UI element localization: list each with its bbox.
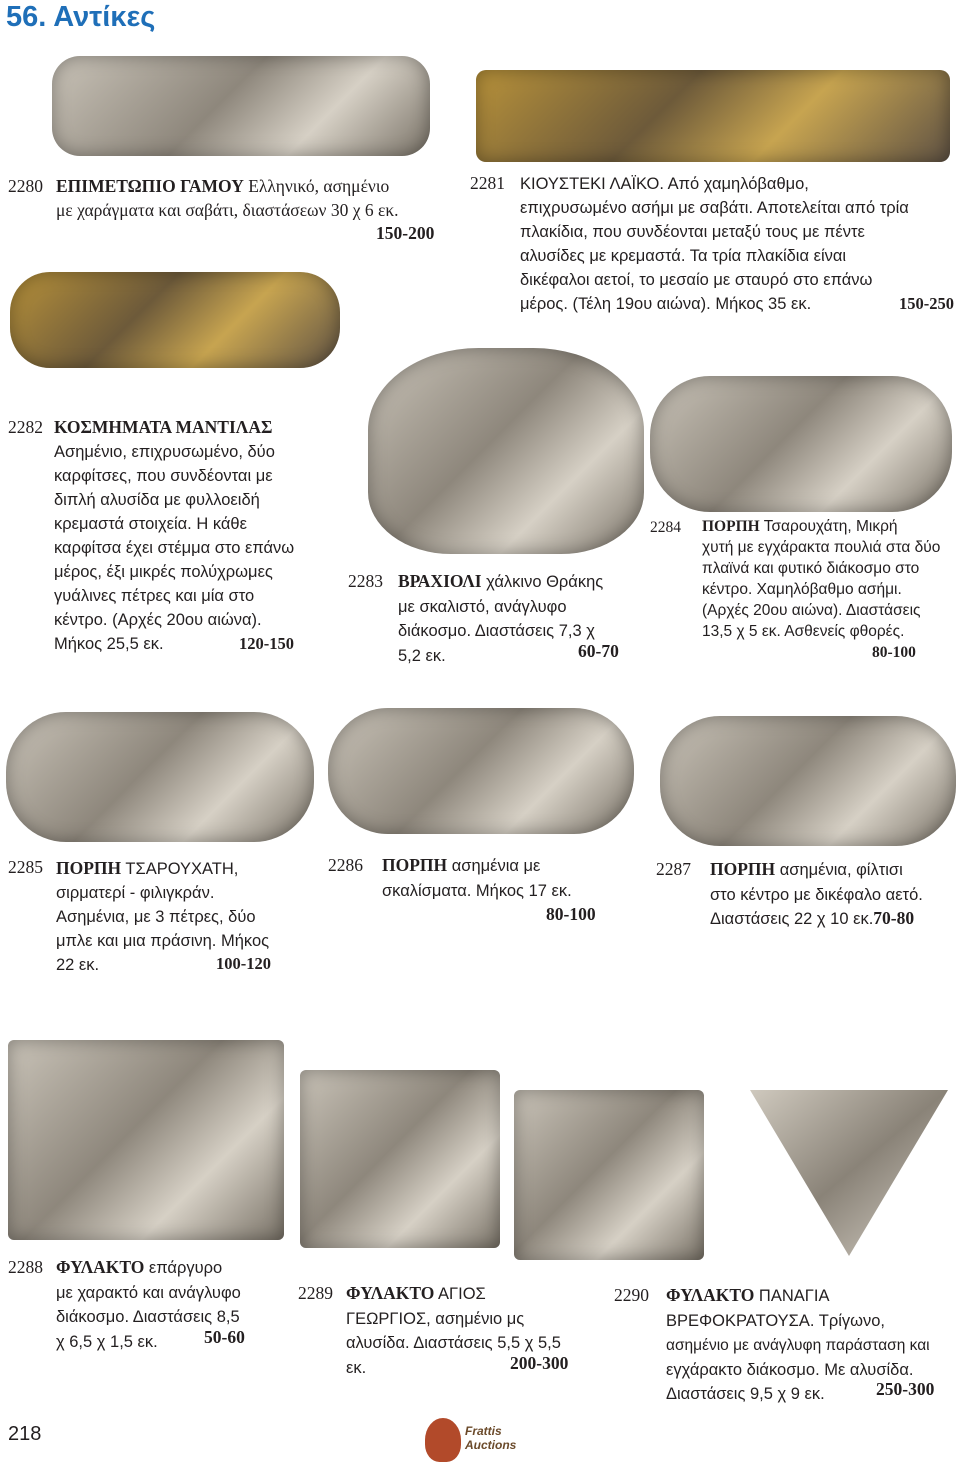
lot-text: επάργυρο [144,1259,223,1277]
lot-text: μέρος. (Τέλη 19ου αιώνα). Μήκος 35 εκ. [520,295,812,313]
lot-price: 150-250 [899,294,954,313]
lot-number: 2281 [470,173,505,193]
lot-title: ΕΠΙΜΕΤΩΠΙΟ ΓΑΜΟΥ [56,176,244,196]
lot-2289-right-photo [514,1090,704,1260]
lot-text: Ασημένια, με 3 πέτρες, δύο [56,908,256,926]
lot-text: σιρματερί - φιλιγκράν. [56,884,215,902]
lot-number: 2284 [650,519,681,536]
lot-text: μπλε και μια πράσινη. Μήκος [56,932,270,950]
lot-2290 [614,1284,958,1410]
lot-text: πλαϊνά και φυτικό διάκοσμο στο [702,560,920,577]
lot-text: ΚΙΟΥΣΤΕΚΙ ΛΑΪΚΟ. Από χαμηλόβαθμο, [520,175,809,193]
lot-2285 [8,856,328,980]
lot-text: με χαρακτό και ανάγλυφο [56,1283,241,1302]
lot-price: 100-120 [216,954,271,973]
lot-2283-photo [368,348,644,554]
lot-text: Ασημένιο, επιχρυσωμένο, δύο [54,442,275,461]
lot-2282-photo [10,272,340,368]
lot-text: εγχάρακτο διάκοσμο. Με αλυσίδα. [666,1360,914,1379]
lot-title: ΦΥΛΑΚΤΟ [346,1283,435,1303]
lot-text: (Αρχές 20ου αιώνα). Διαστάσεις [702,602,921,619]
lot-text: καρφίτσες, που συνδέονται με [54,466,273,485]
lot-2289-left-photo [300,1070,500,1248]
lot-text: Μήκος 25,5 εκ. [54,634,164,653]
lot-2281 [470,172,958,322]
page-number: 218 [8,1423,42,1445]
lot-text: καρφίτσα έχει στέμμα στο επάνω [54,538,295,557]
section-title: 56. Αντίκες [6,1,156,33]
lot-text: χυτή με εγχάρακτα πουλιά στα δύο [702,539,941,556]
lot-2281-photo [476,70,950,162]
lot-text: γυάλινες πέτρες και μία στο [54,586,255,605]
lot-2283 [348,570,648,670]
lot-text: 5,2 εκ. [398,646,446,665]
lot-price: 60-70 [578,641,619,661]
lot-number: 2289 [298,1283,333,1303]
lot-title: ΚΟΣΜΗΜΑΤΑ ΜΑΝΤΙΛΑΣ [54,417,273,437]
lot-2290-photo [740,1060,958,1260]
lot-2289 [298,1282,608,1382]
lot-text: ασημένια με [447,857,541,875]
lot-title: ΒΡΑΧΙΟΛΙ [398,571,482,591]
lot-text: Τσαρουχάτη, Μικρή [759,518,898,535]
lot-number: 2283 [348,571,383,591]
lot-2286 [328,854,628,930]
lot-number: 2286 [328,855,363,875]
lot-number: 2280 [8,176,43,196]
lot-text: ΑΓΙΟΣ [434,1285,486,1303]
lot-title: ΠΟΡΠΗ [702,518,760,535]
lot-2286-photo [328,708,634,834]
lot-number: 2290 [614,1285,649,1305]
lot-title: ΠΟΡΠΗ [56,858,122,878]
logo-emblem-icon [425,1418,461,1462]
lot-text: ΠΑΝΑΓΙΑ [754,1287,830,1305]
lot-text: μέρος, έξι μικρές πολύχρωμες [54,562,273,581]
lot-title: ΦΥΛΑΚΤΟ [666,1285,755,1305]
lot-text: Ελληνικό, ασημένιο [243,176,390,196]
lot-text: Διαστάσεις 9,5 χ 9 εκ. [666,1385,825,1403]
lot-text: χάλκινο Θράκης [481,573,604,591]
lot-2284-photo [650,376,952,512]
lot-text: εκ. [346,1358,367,1377]
lot-text: 13,5 χ 5 εκ. Ασθενείς φθορές. [702,623,905,640]
lot-text: κέντρο. Χαμηλόβαθμο ασήμι. [702,581,902,598]
lot-text: χ 6,5 χ 1,5 εκ. [56,1332,158,1351]
lot-text: σκαλίσματα. Μήκος 17 εκ. [382,881,572,900]
lot-text: ΒΡΕΦΟΚΡΑΤΟΥΣΑ. Τρίγωνο, [666,1311,886,1330]
lot-number: 2287 [656,859,691,879]
lot-number: 2285 [8,857,43,877]
lot-2284 [650,516,956,676]
lot-number: 2282 [8,417,43,437]
lot-text: με σκαλιστό, ανάγλυφο [398,597,567,616]
lot-text: ασημένιο με ανάγλυφη παράσταση και [666,1337,930,1354]
lot-title: ΠΟΡΠΗ [710,859,776,879]
lot-text: δικέφαλοι αετοί, το μεσαίο με σταυρό στο επάνω [520,271,873,289]
lot-price: 120-150 [239,634,294,653]
lot-2280 [8,175,448,247]
lot-price: 250-300 [876,1379,935,1399]
lot-text: διάκοσμο. Διαστάσεις 8,5 [56,1308,240,1326]
brand-logo [425,1414,535,1466]
lot-2282 [8,416,348,656]
lot-text: αλυσίδες με κρεμαστά. Τα τρία πλακίδια είναι [520,247,847,265]
lot-price: 200-300 [510,1353,569,1373]
logo-text: Frattis Auctions [465,1424,517,1452]
lot-text: ΓΕΩΡΓΙΟΣ, ασημένιο μς [346,1309,525,1328]
lot-text: κρεμαστά στοιχεία. Η κάθε [54,514,247,533]
lot-text: στο κέντρο με δικέφαλο αετό. [710,885,923,904]
lot-title: ΠΟΡΠΗ [382,855,448,875]
lot-price: 80-100 [546,904,596,924]
lot-price: 150-200 [376,223,435,243]
lot-text: πλακίδια, που συνδέονται μεταξύ τους με πέντε [520,223,865,241]
lot-2287 [656,858,956,934]
lot-price: 50-60 [204,1327,245,1347]
lot-number: 2288 [8,1257,43,1277]
lot-text: με χαράγματα και σαβάτι, διαστάσεων 30 χ 6 εκ. [56,199,399,220]
lot-2287-photo [660,716,956,846]
lot-price: 80-100 [872,644,916,661]
lot-text: Διαστάσεις 22 χ 10 εκ. [710,910,874,928]
lot-text: ασημένια, φίλτισι [775,861,903,879]
lot-2280-photo [52,56,430,156]
lot-text: 22 εκ. [56,956,100,974]
lot-2285-photo [6,712,314,842]
lot-text: ΤΣΑΡΟΥΧΑΤΗ, [121,860,239,878]
lot-price: 70-80 [873,908,915,928]
lot-text: αλυσίδα. Διαστάσεις 5,5 χ 5,5 [346,1334,561,1352]
lot-text: διπλή αλυσίδα με φυλλοειδή [54,490,260,509]
lot-text: διάκοσμο. Διαστάσεις 7,3 χ [398,622,595,640]
lot-title: ΦΥΛΑΚΤΟ [56,1257,145,1277]
lot-text: επιχρυσωμένο ασήμι με σαβάτι. Αποτελείται από τρία [520,199,909,217]
lot-2288 [8,1256,298,1356]
lot-2288-photo [8,1040,284,1240]
lot-text: κέντρο. (Αρχές 20ου αιώνα). [54,610,262,629]
